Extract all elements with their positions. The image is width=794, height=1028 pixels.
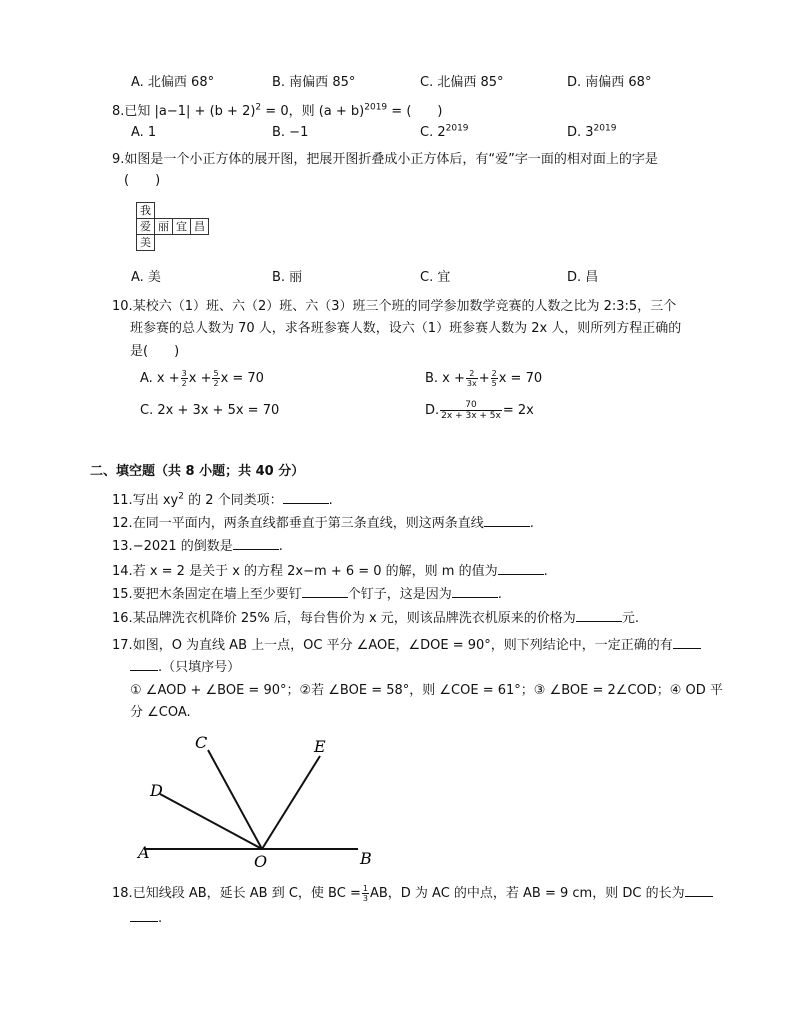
q14-answer-blank[interactable]: [498, 562, 544, 575]
q18-answer-blank[interactable]: [685, 884, 713, 897]
q7-option-b: B. 南偏西 85°: [272, 75, 356, 90]
q8-stem-b: = 0，则 (a + b): [261, 104, 365, 119]
q9-option-d: D. 昌: [567, 270, 599, 285]
q10-option-a: A. x + $\frac{3}{2}$ x + $\frac{5}{2}$ x = 70: [140, 369, 264, 388]
q8-exp-2019: 2019: [364, 102, 388, 113]
q18-line1: 18.已知线段 AB，延长 AB 到 C，使 BC = $\frac{1}{3}$ AB，D 为 AC 的中点，若 AB = 9 cm，则 DC 的长为: [112, 884, 713, 903]
label-c: C: [195, 733, 208, 752]
q7-option-c: C. 北偏西 85°: [420, 75, 504, 90]
q10-option-d: D. $\frac{70}{2x + 3x + 5x}$ = 2x: [425, 400, 534, 421]
q8-stem: [112, 103, 442, 121]
q11: 11.写出 $xy^2$ 的 2 个同类项： .: [112, 491, 333, 508]
q15-blank-1[interactable]: [302, 585, 348, 598]
q9-option-b: B. 丽: [272, 270, 303, 285]
q15: 15.要把木条固定在墙上至少要钉 个钉子，这是因为 .: [112, 587, 502, 602]
q9-option-c: C. 宜: [420, 270, 451, 285]
q18-line2: .: [130, 909, 162, 928]
net-cell-ai: 爱: [137, 219, 155, 235]
q10-option-b: B. x + $\frac{2}{3x}$ + $\frac{2}{5}$ x = 70: [425, 369, 543, 388]
q15-blank-2[interactable]: [452, 585, 498, 598]
cube-net: [136, 202, 209, 251]
net-top: 我: [137, 203, 155, 219]
label-b: B: [360, 849, 372, 868]
q17-answer-blank-cont[interactable]: [130, 658, 158, 671]
net-cell-li: 丽: [155, 219, 173, 235]
q10-line2: 班参赛的总人数为 70 人，求各班参赛人数，设六（1）班参赛人数为 2x 人，则所列方程正确的: [130, 321, 682, 336]
q9-option-a: A. 美: [131, 270, 161, 285]
q8-stem-c: = ( ): [387, 104, 443, 119]
angle-figure: [130, 728, 372, 871]
section-title: 二、填空题（共 8 小题；共 40 分）: [90, 464, 305, 479]
q17-line2: .（只填序号）: [130, 658, 240, 677]
q17-line4: 分 ∠COA.: [130, 705, 191, 720]
ray-oe: [262, 756, 320, 849]
q9-paren: ( ): [124, 173, 161, 188]
net-cell-chang: 昌: [191, 219, 209, 235]
q14: 14.若 x = 2 是关于 x 的方程 2x−m + 6 = 0 的解，则 m 的值为 .: [112, 564, 548, 579]
q17-line3: ① ∠AOD + ∠BOE = 90°；②若 ∠BOE = 58°，则 ∠COE = 61°；③ ∠BOE = 2∠COD；④ OD 平: [130, 683, 723, 698]
q7-option-d: D. 南偏西 68°: [567, 75, 652, 90]
q11-answer-blank[interactable]: [283, 491, 329, 504]
q10-line3: 是( ): [130, 344, 180, 359]
label-a: A: [138, 843, 150, 862]
q12-answer-blank[interactable]: [484, 514, 530, 527]
q7-option-a: A. 北偏西 68°: [131, 75, 215, 90]
q8-option-d: D. $3^{2019}$: [567, 123, 617, 140]
q10-line1: 10.某校六（1）班、六（2）班、六（3）班三个班的同学参加数学竞赛的人数之比为 2:3:5，三个: [112, 299, 677, 314]
q9-stem: 9.如图是一个小正方体的展开图，把展开图折叠成小正方体后，有“爱”字一面的相对面上的字是: [112, 152, 658, 167]
q10-option-c: C. 2x + 3x + 5x = 70: [140, 403, 280, 418]
label-o: O: [254, 852, 268, 871]
q16: 16.某品牌洗衣机降价 25% 后，每台售价为 x 元，则该品牌洗衣机原来的价格为 元.: [112, 611, 639, 626]
q13: 13.−2021 的倒数是 .: [112, 539, 283, 554]
q8-option-a: A. 1: [131, 125, 157, 140]
q8-exp-2: 2: [255, 102, 262, 113]
q16-answer-blank[interactable]: [576, 609, 622, 622]
q8-stem-a: 已知 |a−1| + (b + 2): [124, 104, 256, 119]
q18-answer-blank-cont[interactable]: [130, 909, 158, 922]
q17-line1: 17.如图，O 为直线 AB 上一点，OC 平分 ∠AOE，∠DOE = 90°，则下列结论中，一定正确的有: [112, 636, 701, 655]
q8-option-b: B. −1: [272, 125, 309, 140]
net-cell-yi: 宜: [173, 219, 191, 235]
net-bottom: 美: [137, 235, 155, 251]
label-e: E: [314, 737, 326, 756]
q8-option-c: C. $2^{2019}$: [420, 123, 469, 140]
label-d: D: [150, 781, 163, 800]
q17-answer-blank[interactable]: [673, 636, 701, 649]
q12: 12.在同一平面内，两条直线都垂直于第三条直线，则这两条直线 .: [112, 516, 534, 531]
q13-answer-blank[interactable]: [233, 537, 279, 550]
q8-number: 8.: [112, 104, 125, 119]
